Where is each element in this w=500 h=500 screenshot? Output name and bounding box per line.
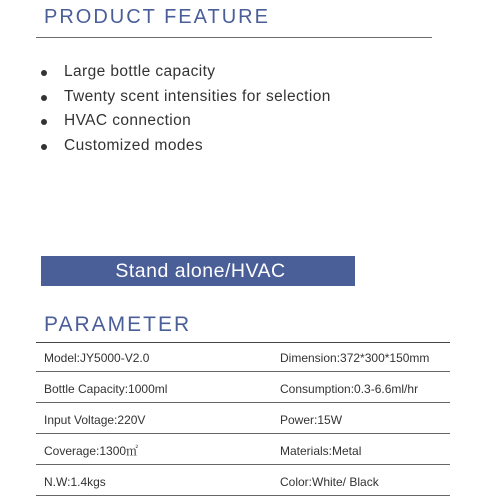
param-cell: Input Voltage:220V	[44, 413, 146, 427]
param-cell: Model:JY5000-V2.0	[44, 351, 150, 365]
product-feature-heading: PRODUCT FEATURE	[44, 6, 270, 28]
feature-item	[40, 60, 331, 85]
mode-banner-label: Stand alone/HVAC	[115, 260, 286, 282]
feature-item-label: HVAC connection	[64, 112, 192, 130]
feature-item-label: Large bottle capacity	[64, 63, 216, 80]
parameter-heading: PARAMETER	[44, 313, 192, 336]
feature-item	[40, 134, 331, 159]
param-cell: Dimension:372*300*150mm	[280, 351, 430, 365]
feature-item	[40, 85, 331, 110]
mode-banner	[41, 256, 355, 286]
table-row	[36, 343, 450, 372]
bullet-icon	[41, 119, 47, 125]
table-row	[36, 374, 450, 403]
feature-divider	[36, 37, 432, 38]
param-cell: N.W:1.4kgs	[44, 475, 106, 489]
param-cell: Color:White/ Black	[280, 475, 379, 489]
table-row	[36, 467, 450, 496]
bullet-icon	[41, 70, 47, 76]
feature-item-label: Twenty scent intensities for selection	[64, 87, 331, 105]
param-cell: Materials:Metal	[280, 444, 362, 458]
param-cell: Consumption:0.3-6.6ml/hr	[280, 382, 419, 396]
table-row	[36, 405, 450, 434]
param-cell: Coverage:1300㎡	[44, 444, 139, 458]
parameter-table	[36, 343, 450, 496]
feature-item	[40, 109, 331, 134]
bullet-icon	[41, 95, 47, 101]
feature-list	[40, 60, 331, 159]
bullet-icon	[41, 144, 47, 150]
table-row	[36, 436, 450, 465]
param-cell: Power:15W	[280, 413, 343, 427]
param-cell: Bottle Capacity:1000ml	[44, 382, 168, 396]
feature-item-label: Customized modes	[64, 137, 204, 155]
